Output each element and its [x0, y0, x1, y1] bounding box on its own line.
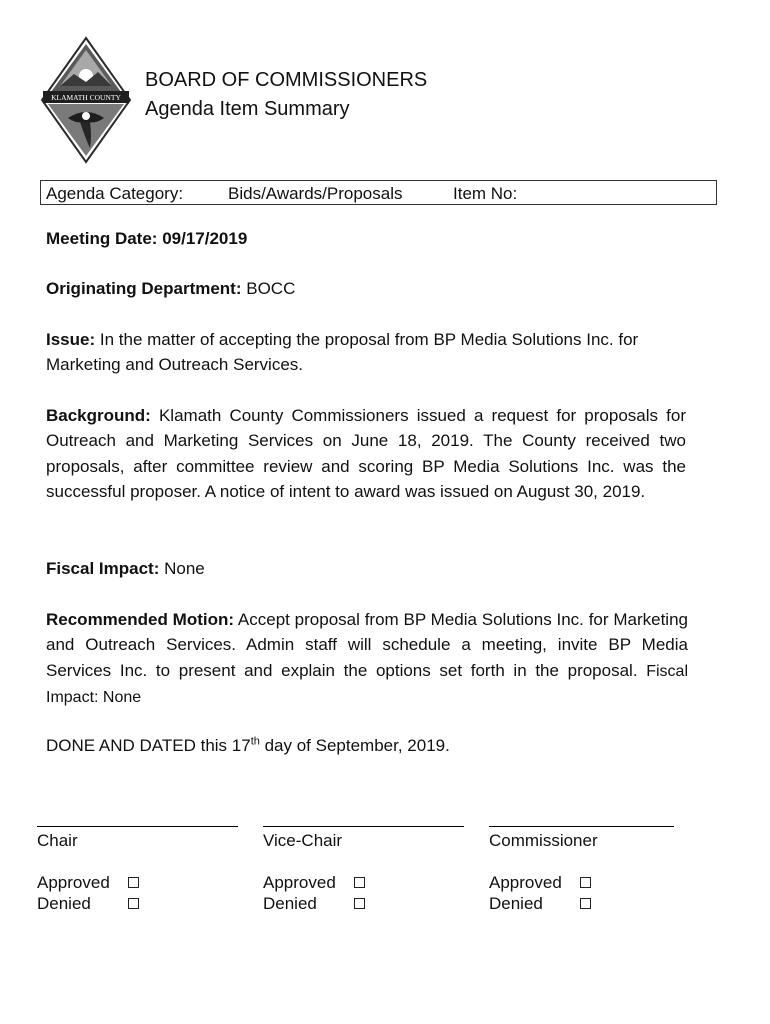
klamath-county-seal: [40, 36, 132, 164]
originating-department: [46, 276, 686, 301]
seal-text: KLAMATH COUNTY: [51, 93, 121, 102]
vice-chair-signature-block: [263, 828, 463, 914]
done-ordinal: th: [250, 735, 260, 748]
signature-role: Vice-Chair: [263, 831, 343, 850]
approved-label: Approved: [263, 873, 336, 892]
denied-label: Denied: [489, 894, 543, 913]
denied-checkbox[interactable]: [354, 898, 365, 909]
approved-checkbox[interactable]: [128, 877, 139, 888]
background-section: [46, 403, 686, 504]
department-value: BOCC: [246, 279, 296, 298]
commissioner-signature-block: [489, 828, 689, 914]
done-and-dated: [46, 733, 686, 758]
denied-checkbox[interactable]: [128, 898, 139, 909]
department-label: Originating Department:: [46, 279, 242, 298]
agenda-category-label: Agenda Category:: [46, 184, 184, 203]
vice-chair-signature-line[interactable]: [263, 826, 464, 827]
issue-text: In the matter of accepting the proposal from BP Media Solutions Inc. for Marketing and Outreach Services.: [46, 330, 639, 375]
agenda-category-bar: [40, 180, 717, 205]
issue-section: [46, 327, 686, 378]
fiscal-impact: [46, 556, 686, 581]
denied-checkbox[interactable]: [580, 898, 591, 909]
motion-fiscal-impact: Fiscal Impact: None: [46, 662, 688, 706]
approved-row: [37, 872, 237, 893]
issue-label: Issue:: [46, 330, 96, 349]
signature-role: Chair: [37, 831, 78, 850]
meeting-date: [46, 226, 686, 251]
recommended-motion: [46, 607, 688, 710]
approved-label: Approved: [37, 873, 110, 892]
document-subtitle: Agenda Item Summary: [145, 98, 350, 120]
approved-checkbox[interactable]: [580, 877, 591, 888]
background-label: Background:: [46, 406, 151, 425]
denied-label: Denied: [263, 894, 317, 913]
denied-label: Denied: [37, 894, 91, 913]
agenda-category-value: Bids/Awards/Proposals: [228, 184, 403, 203]
meeting-date-value: 09/17/2019: [162, 229, 248, 248]
board-title: BOARD OF COMMISSIONERS: [145, 69, 428, 91]
done-suffix: day of September, 2019.: [259, 736, 450, 755]
chair-signature-block: [37, 828, 237, 914]
chair-signature-line[interactable]: [37, 826, 238, 827]
approved-checkbox[interactable]: [354, 877, 365, 888]
motion-text: Accept proposal from BP Media Solutions Inc. for Marketing and Outreach Services. Admin staff will schedule a meeting, invite BP Media Services Inc. to present and explain the options set forth in the proposal.: [46, 610, 688, 680]
approved-row: [489, 872, 689, 893]
denied-row: [263, 893, 463, 914]
approved-row: [263, 872, 463, 893]
fiscal-impact-label: Fiscal Impact:: [46, 559, 160, 578]
meeting-date-label: Meeting Date:: [46, 229, 158, 248]
item-number-label: Item No:: [453, 184, 518, 203]
denied-row: [489, 893, 689, 914]
fiscal-impact-value: None: [164, 559, 205, 578]
motion-label: Recommended Motion:: [46, 610, 235, 629]
commissioner-signature-line[interactable]: [489, 826, 674, 827]
approved-label: Approved: [489, 873, 562, 892]
done-prefix: DONE AND DATED this 17: [46, 736, 251, 755]
background-text: Klamath County Commissioners issued a request for proposals for Outreach and Marketing Services on June 18, 2019. The County received two proposals, after committee review and scoring BP Media Solutions Inc. was the successful proposer. A notice of intent to award was issued on August 30, 2019.: [46, 406, 686, 501]
denied-row: [37, 893, 237, 914]
signature-role: Commissioner: [489, 831, 598, 850]
